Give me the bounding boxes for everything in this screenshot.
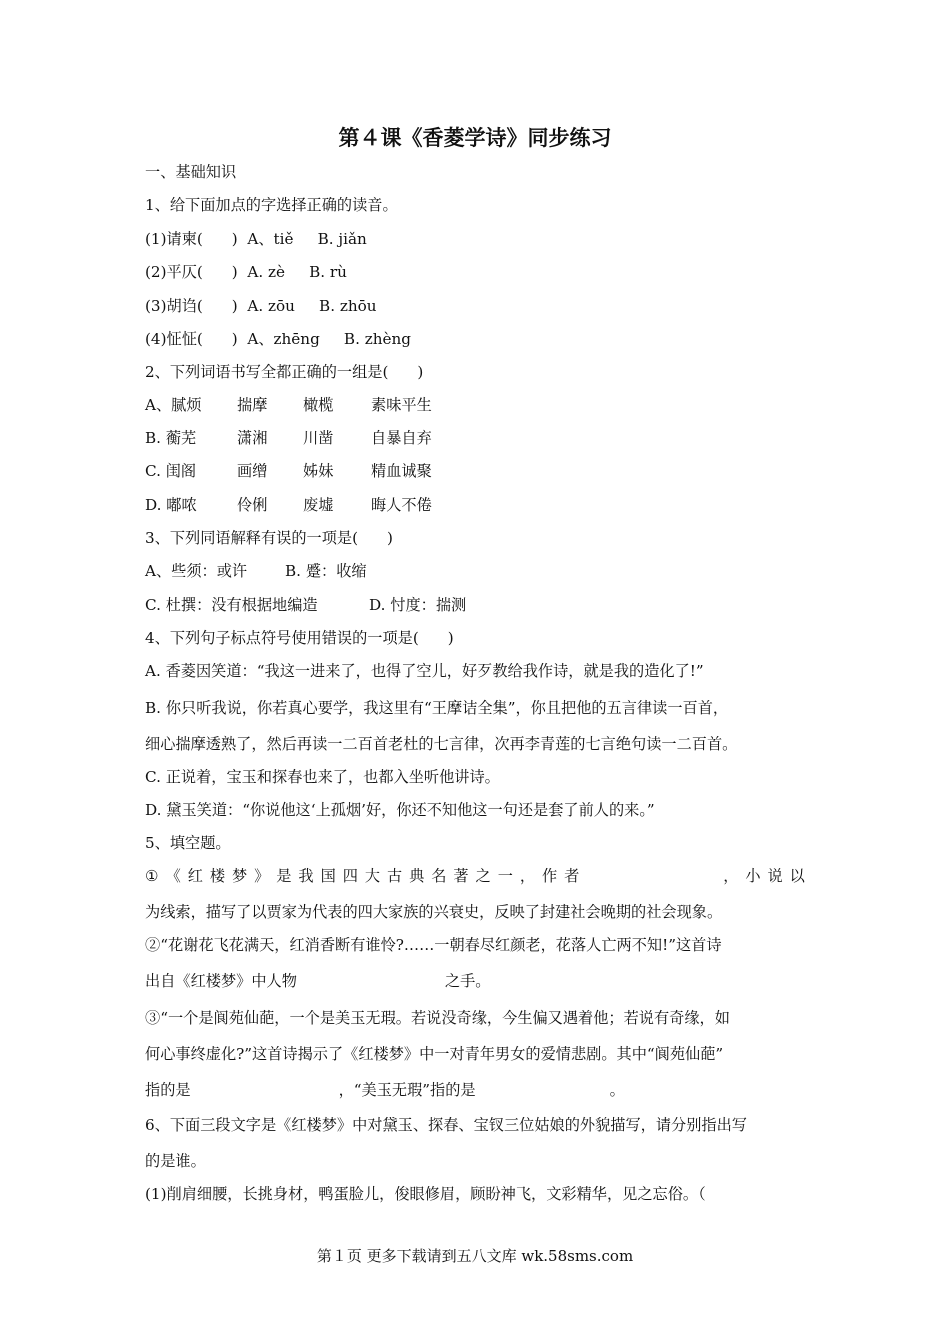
question-5-stem: 5、填空题。 xyxy=(145,834,231,852)
question-2-stem: 2、下列词语书写全都正确的一组是( ) xyxy=(145,363,424,381)
question-2-option-d xyxy=(145,494,432,516)
option-word: 伶俐 xyxy=(237,496,268,514)
text-char: 古 xyxy=(386,867,403,885)
option-word: 姊妹 xyxy=(303,462,334,480)
question-5-blank-line-2 xyxy=(145,970,490,992)
text-char: 大 xyxy=(364,867,381,885)
option-word: 潇湘 xyxy=(237,429,268,447)
question-2-option-c xyxy=(145,460,432,482)
option-text: B. 蹙：收缩 xyxy=(285,562,367,580)
question-1-item: (3)胡诌( ) A. zōu B. zhōu xyxy=(145,297,377,315)
text-char: 作 xyxy=(541,867,558,885)
option-text: C. 杜撰：没有根据地编造 xyxy=(145,596,318,614)
question-6-item-1: (1)削肩细腰，长挑身材，鸭蛋脸儿，俊眼修眉，顾盼神飞，文彩精华，见之忘俗。（ xyxy=(145,1185,706,1203)
option-word: 揣摩 xyxy=(237,396,268,414)
option-word: B. 蘅芜 xyxy=(145,429,197,447)
question-2-option-a xyxy=(145,394,432,416)
option-word: 精血诚聚 xyxy=(371,462,432,480)
option-word: 废墟 xyxy=(303,496,334,514)
text-char: 》 xyxy=(254,867,270,885)
question-3-options-row xyxy=(145,560,367,582)
question-1-stem: 1、给下面加点的字选择正确的读音。 xyxy=(145,196,398,214)
question-1-item: (1)请柬( ) A、tiě B. jiǎn xyxy=(145,230,367,248)
text-char: 我 xyxy=(298,867,314,885)
text-char: 国 xyxy=(320,867,336,885)
text-char: 以 xyxy=(789,867,805,885)
question-4-option-b: B. 你只听我说，你若真心要学，我这里有“王摩诘全集”，你且把他的五言律读一百首， xyxy=(145,699,729,717)
text-char: 著 xyxy=(453,867,469,885)
question-5-text: ③“一个是阆苑仙葩，一个是美玉无瑕。若说没奇缘，今生偏又遇着他；若说有奇缘，如 xyxy=(145,1009,730,1027)
question-6-stem-cont: 的是谁。 xyxy=(145,1152,206,1170)
text-char: 之 xyxy=(475,867,491,885)
option-word: C. 闺阁 xyxy=(145,462,197,480)
text-char: ， xyxy=(723,867,739,885)
question-5-text: ②“花谢花飞花满天，红消香断有谁怜?……一朝春尽红颜老，花落人亡两不知!”这首诗 xyxy=(145,936,722,954)
text-char: 一 xyxy=(497,867,513,885)
option-word: 自暴自弃 xyxy=(371,429,432,447)
text-char: ， xyxy=(519,867,536,885)
page-footer: 第１页 更多下载请到五八文库 wk.58sms.com xyxy=(316,1247,634,1265)
text-char: ① xyxy=(145,867,159,885)
question-3-stem: 3、下列同语解释有误的一项是( ) xyxy=(145,529,393,547)
option-word: 川凿 xyxy=(303,429,334,447)
question-2-option-b xyxy=(145,427,432,449)
option-word: 画缯 xyxy=(237,462,268,480)
text-char: 红 xyxy=(187,867,203,885)
section-heading: 一、基础知识 xyxy=(145,163,237,181)
option-word: A、腻烦 xyxy=(145,396,202,414)
question-6-stem: 6、下面三段文字是《红楼梦》中对黛玉、探春、宝钗三位姑娘的外貌描写，请分别指出写 xyxy=(145,1116,747,1134)
option-word: D. 嘟哝 xyxy=(145,496,197,514)
question-4-option-d: D. 黛玉笑道：“你说他这‘上孤烟’好，你还不知他这一句还是套了前人的来。” xyxy=(145,801,655,819)
option-text: D. 忖度：揣测 xyxy=(369,596,467,614)
question-5-text: 何心事终虚化?”这首诗揭示了《红楼梦》中一对青年男女的爱情悲剧。其中“阆苑仙葩” xyxy=(145,1045,724,1063)
text-char: 小 xyxy=(745,867,761,885)
page-title: 第４课《香菱学诗》同步练习 xyxy=(338,126,612,150)
question-1-item: (4)怔怔( ) A、zhēng B. zhèng xyxy=(145,330,412,348)
text-char: 名 xyxy=(431,867,447,885)
text-char: 是 xyxy=(276,867,292,885)
text-char: 四 xyxy=(342,867,358,885)
text-segment: ，“美玉无瑕”指的是 xyxy=(338,1081,476,1099)
text-segment: 之手。 xyxy=(444,972,491,990)
text-char: 梦 xyxy=(232,867,248,885)
question-5-text: 为线索，描写了以贾家为代表的四大家族的兴衰史，反映了封建社会晚期的社会现象。 xyxy=(145,903,723,921)
text-char: 《 xyxy=(165,867,181,885)
text-segment: 出自《红楼梦》中人物 xyxy=(145,972,297,990)
question-4-option-c: C. 正说着，宝玉和探春也来了，也都入坐听他讲诗。 xyxy=(145,768,500,786)
option-word: 橄榄 xyxy=(303,396,334,414)
question-4-option-b-cont: 细心揣摩透熟了，然后再读一二百首老杜的七言律，次再李青莲的七言绝句读一二百首。 xyxy=(145,735,738,753)
text-segment: 指的是 xyxy=(145,1081,191,1099)
text-segment: 。 xyxy=(609,1081,625,1099)
question-1-item: (2)平仄( ) A. zè B. rù xyxy=(145,263,347,281)
question-3-options-row xyxy=(145,594,466,616)
question-4-option-a: A. 香菱因笑道：“我这一进来了，也得了空儿，好歹教给我作诗，就是我的造化了!” xyxy=(145,662,704,680)
question-5-blank-line-1 xyxy=(145,865,805,887)
text-char: 典 xyxy=(409,867,425,885)
question-4-stem: 4、下列句子标点符号使用错误的一项是( ) xyxy=(145,629,454,647)
text-char: 说 xyxy=(767,867,783,885)
option-text: A、些须：或许 xyxy=(145,562,248,580)
text-char: 楼 xyxy=(209,867,226,885)
option-word: 晦人不倦 xyxy=(371,496,432,514)
answer-blank[interactable] xyxy=(586,865,716,887)
question-5-blank-line-3 xyxy=(145,1079,625,1101)
text-char: 者 xyxy=(564,867,580,885)
option-word: 素味平生 xyxy=(371,396,432,414)
